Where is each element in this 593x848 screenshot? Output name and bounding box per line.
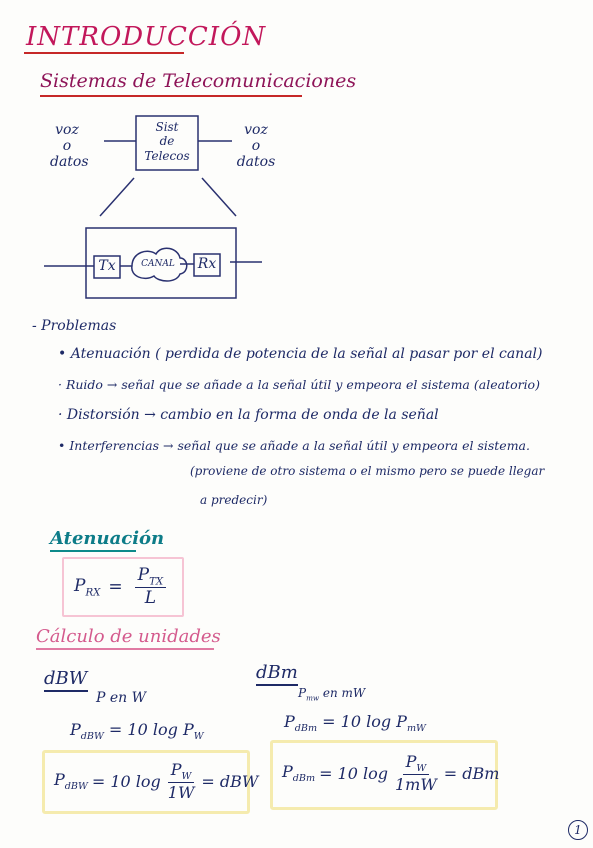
page-number: 1 xyxy=(568,820,588,840)
dbm-box-lhs xyxy=(282,762,315,784)
dbw-box-lhs xyxy=(54,770,88,792)
problems-heading: - Problemas xyxy=(32,318,117,334)
dbm-label: dBm xyxy=(256,662,298,683)
atenuacion-underline xyxy=(50,550,136,552)
dbw-rhs-sub: W xyxy=(193,731,204,743)
zoom-line-right xyxy=(202,178,236,216)
dbw-formula xyxy=(70,720,204,742)
tx-label: Tx xyxy=(98,258,116,274)
right-label-line: voz xyxy=(244,122,268,138)
dbm-p: P xyxy=(284,712,295,731)
fraction-denominator: L xyxy=(144,588,157,609)
dbw-box-den: 1W xyxy=(167,783,195,803)
dbw-box-mid: = 10 log xyxy=(91,771,161,791)
dbm-box-fraction xyxy=(392,752,440,794)
equals-sign: = xyxy=(108,576,123,597)
dbm-box-p: P xyxy=(282,762,293,781)
dbw-box-num-sub: W xyxy=(181,771,192,783)
right-label-line: datos xyxy=(236,154,276,171)
dbm-box-num-p: P xyxy=(405,752,417,771)
right-label-line: o xyxy=(251,138,261,155)
left-label-line: voz xyxy=(55,122,79,138)
atenuacion-formula xyxy=(74,565,170,608)
prx-subscript: RX xyxy=(85,586,101,598)
formula-prx xyxy=(74,576,100,598)
dbm-p-sub: dBm xyxy=(294,723,318,735)
system-box-line: Sist xyxy=(155,120,179,134)
left-label-line: o xyxy=(62,138,72,155)
fraction-numerator xyxy=(135,565,167,588)
left-label-line: datos xyxy=(50,154,89,171)
dbm-box-p-sub: dBm xyxy=(292,773,316,785)
problem-item-interferencias: • Interferencias → señal que se añade a la señal útil y empeora el sistema. xyxy=(58,438,530,453)
dbm-formula xyxy=(284,712,426,734)
dbm-note-p: P xyxy=(298,686,307,700)
dbw-unit-note: P en W xyxy=(96,690,147,706)
dbw-box-num xyxy=(168,760,195,783)
atenuacion-heading: Atenuación xyxy=(50,528,165,549)
dbm-box-num-sub: W xyxy=(416,763,427,775)
dbw-box-p: P xyxy=(54,770,65,789)
dbm-box-rhs: = dBm xyxy=(443,763,500,783)
interferencias-note-2: a predecir) xyxy=(200,493,268,507)
dbw-p: P xyxy=(70,720,81,739)
dbm-unit-note xyxy=(298,686,365,702)
dbw-box-p-sub: dBW xyxy=(64,781,88,793)
zoom-line-left xyxy=(100,178,134,216)
ptx-subscript: TX xyxy=(149,576,164,588)
dbm-box-num xyxy=(403,752,430,775)
system-box-label xyxy=(138,120,196,163)
dbw-p-sub: dBW xyxy=(80,731,104,743)
rx-label: Rx xyxy=(197,256,217,272)
dbw-box-rhs: = dBW xyxy=(201,771,259,791)
dbm-note-sub: mw xyxy=(306,693,320,703)
page-title: INTRODUCCIÓN xyxy=(26,22,267,52)
dbm-note-tail: en mW xyxy=(322,686,366,700)
ptx-symbol: P xyxy=(137,565,150,585)
dbm-boxed-formula xyxy=(282,752,499,794)
problem-item-atenuacion: • Atenuación ( perdida de potencia de la señal al pasar por el canal) xyxy=(58,346,543,362)
prx-symbol: P xyxy=(74,575,86,596)
dbw-rhs: = 10 log P xyxy=(108,720,194,739)
problem-item-ruido: · Ruido → señal que se añade a la señal útil y empeora el sistema (aleatorio) xyxy=(58,377,540,392)
dbw-box-fraction xyxy=(165,760,198,802)
dbm-box-den: 1mW xyxy=(395,775,437,795)
dbw-underline xyxy=(44,690,88,692)
system-diagram xyxy=(0,0,593,320)
calculo-heading: Cálculo de unidades xyxy=(36,626,221,647)
system-box-line: Telecos xyxy=(144,148,190,163)
interferencias-note-1: (proviene de otro sistema o el mismo pero se puede llegar xyxy=(190,464,545,478)
dbm-underline xyxy=(256,684,298,686)
calculo-underline xyxy=(36,648,214,650)
dbm-box-mid: = 10 log xyxy=(319,763,388,783)
section-subtitle: Sistemas de Telecomunicaciones xyxy=(40,70,357,92)
dbm-rhs-sub: mW xyxy=(406,723,426,735)
canal-label: CANAL xyxy=(141,259,175,269)
ptx-over-l xyxy=(135,565,167,608)
dbm-rhs: = 10 log P xyxy=(322,712,407,731)
problem-item-distorsion: · Distorsión → cambio en la forma de onda de la señal xyxy=(58,407,439,423)
dbw-boxed-formula xyxy=(54,760,258,802)
system-box-line: de xyxy=(159,134,175,149)
dbw-box-num-p: P xyxy=(170,760,182,779)
dbw-label: dBW xyxy=(44,668,88,689)
